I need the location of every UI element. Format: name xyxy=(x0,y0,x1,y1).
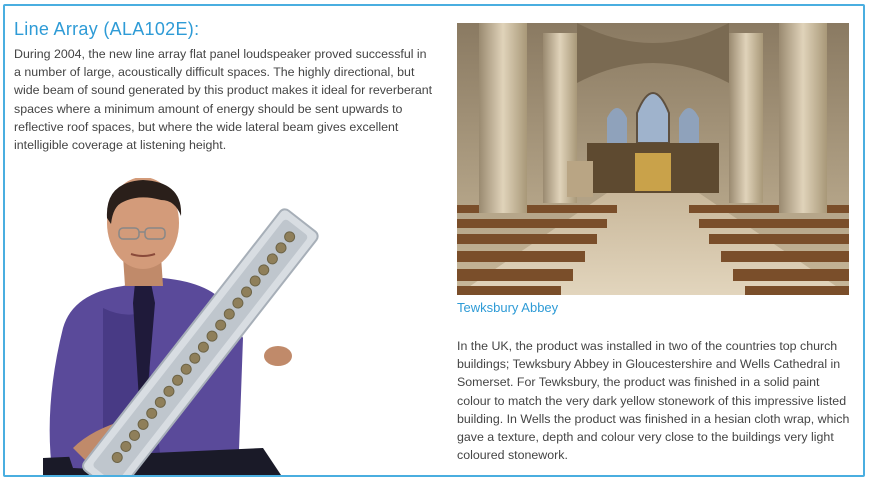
product-heading: Line Array (ALA102E): xyxy=(14,19,200,39)
content-panel xyxy=(3,4,865,477)
photo-caption: Tewksbury Abbey xyxy=(457,300,559,315)
tewksbury-abbey-photo xyxy=(457,23,849,295)
product-photo-man-with-speaker xyxy=(43,178,363,477)
intro-paragraph: During 2004, the new line array flat panel loudspeaker proved successful in a number of large, acoustically difficult spaces. The highly directional, but wide beam of sound generated by this product makes it ideal for reverberant spaces where a minimum amount of energy should be sent upwards to reflective roof spaces, but where the wide lateral beam gives excellent intelligible coverage at listening height. xyxy=(14,47,433,153)
installation-paragraph: In the UK, the product was installed in two of the countries top church buildings; Tewksbury Abbey in Gloucestershire and Wells Cathedral in Somerset. For Tewksbury, the product was finished in a solid paint colour to match the very dark yellow stonework of this impressive listed building. In Wells the product was finished in a hesian cloth wrap, which gave a texture, depth and colour very close to the buildings very light coloured stonework. xyxy=(457,339,850,463)
